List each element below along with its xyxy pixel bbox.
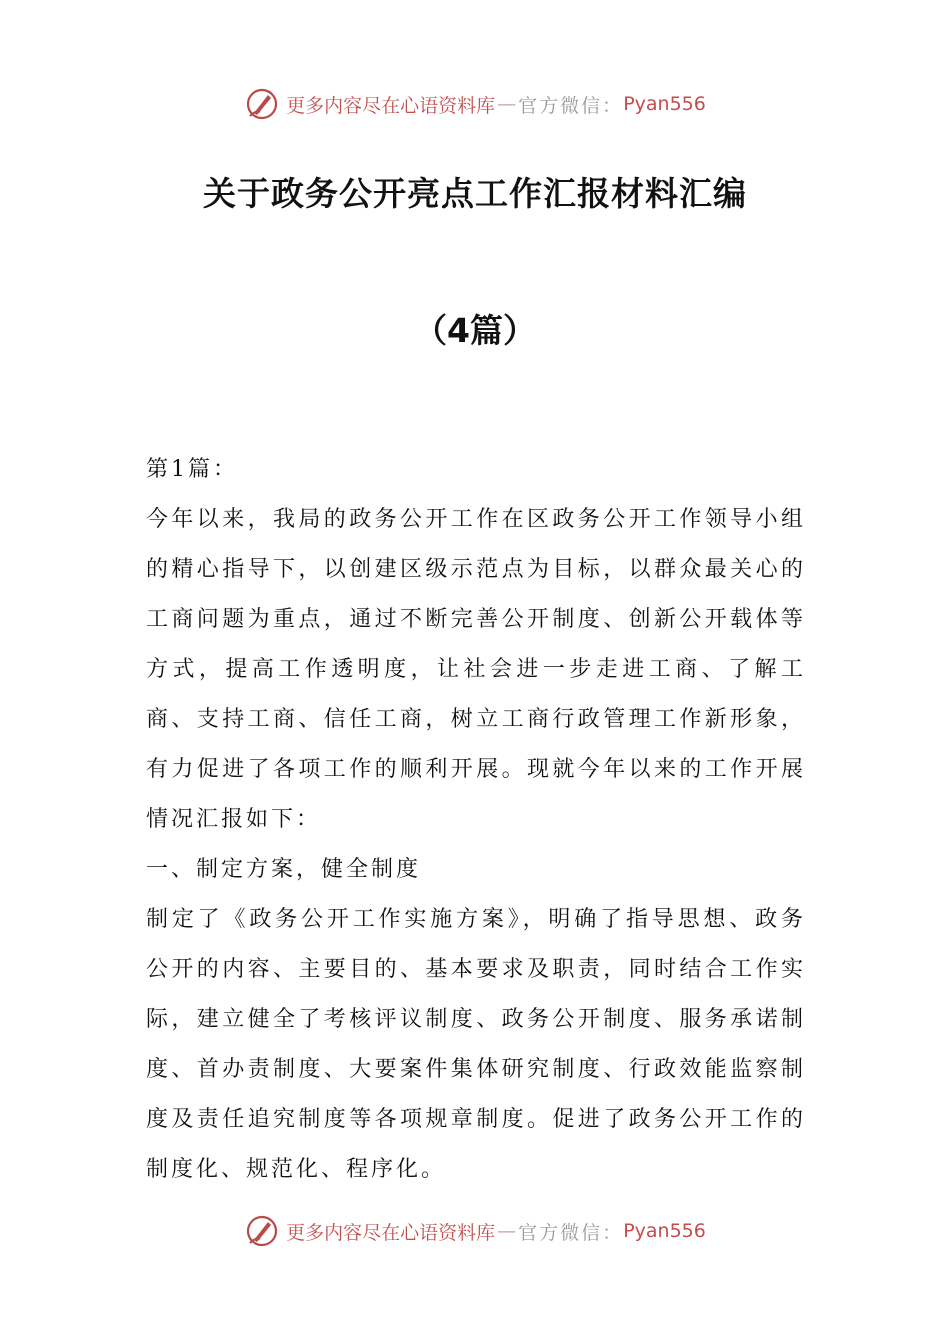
section-heading: 一、制定方案，健全制度 bbox=[146, 857, 422, 882]
quill-logo-icon bbox=[244, 86, 280, 122]
watermark-separator: — bbox=[497, 93, 517, 115]
watermark-main-text: 更多内容尽在心语资料库 bbox=[286, 94, 496, 117]
document-title: 关于政务公开亮点工作汇报材料汇编 bbox=[203, 174, 747, 213]
watermark-main-text: 更多内容尽在心语资料库 bbox=[286, 1221, 496, 1244]
section-label: 第1篇： bbox=[146, 457, 238, 482]
document-subtitle: （4篇） bbox=[414, 311, 536, 350]
watermark-official-label: 官方微信： bbox=[518, 1221, 624, 1244]
watermark-wechat-id: Pyan556 bbox=[623, 1220, 706, 1242]
watermark-official-label: 官方微信： bbox=[518, 94, 624, 117]
watermark-wechat-id: Pyan556 bbox=[623, 93, 706, 115]
quill-logo-icon bbox=[244, 1213, 280, 1249]
watermark-separator: — bbox=[497, 1220, 517, 1242]
header-watermark bbox=[0, 84, 950, 124]
footer-watermark bbox=[0, 1211, 950, 1251]
body-paragraph: 制定了《政务公开工作实施方案》，明确了指导思想、政务公开的内容、主要目的、基本要求及职责，同时结合工作实际，建立健全了考核评议制度、政务公开制度、服务承诺制度、首办责制度、大要案件集体研究制度、行政效能监察制度及责任追究制度等各项规章制度。促进了政务公开工作的制度化、规范化、程序化。 bbox=[146, 907, 806, 1182]
body-paragraph: 今年以来，我局的政务公开工作在区政务公开工作领导小组的精心指导下，以创建区级示范点为目标，以群众最关心的工商问题为重点，通过不断完善公开制度、创新公开载体等方式，提高工作透明度，让社会进一步走进工商、了解工商、支持工商、信任工商，树立工商行政管理工作新形象，有力促进了各项工作的顺利开展。现就今年以来的工作开展情况汇报如下： bbox=[146, 507, 806, 832]
document-body bbox=[146, 445, 806, 1195]
